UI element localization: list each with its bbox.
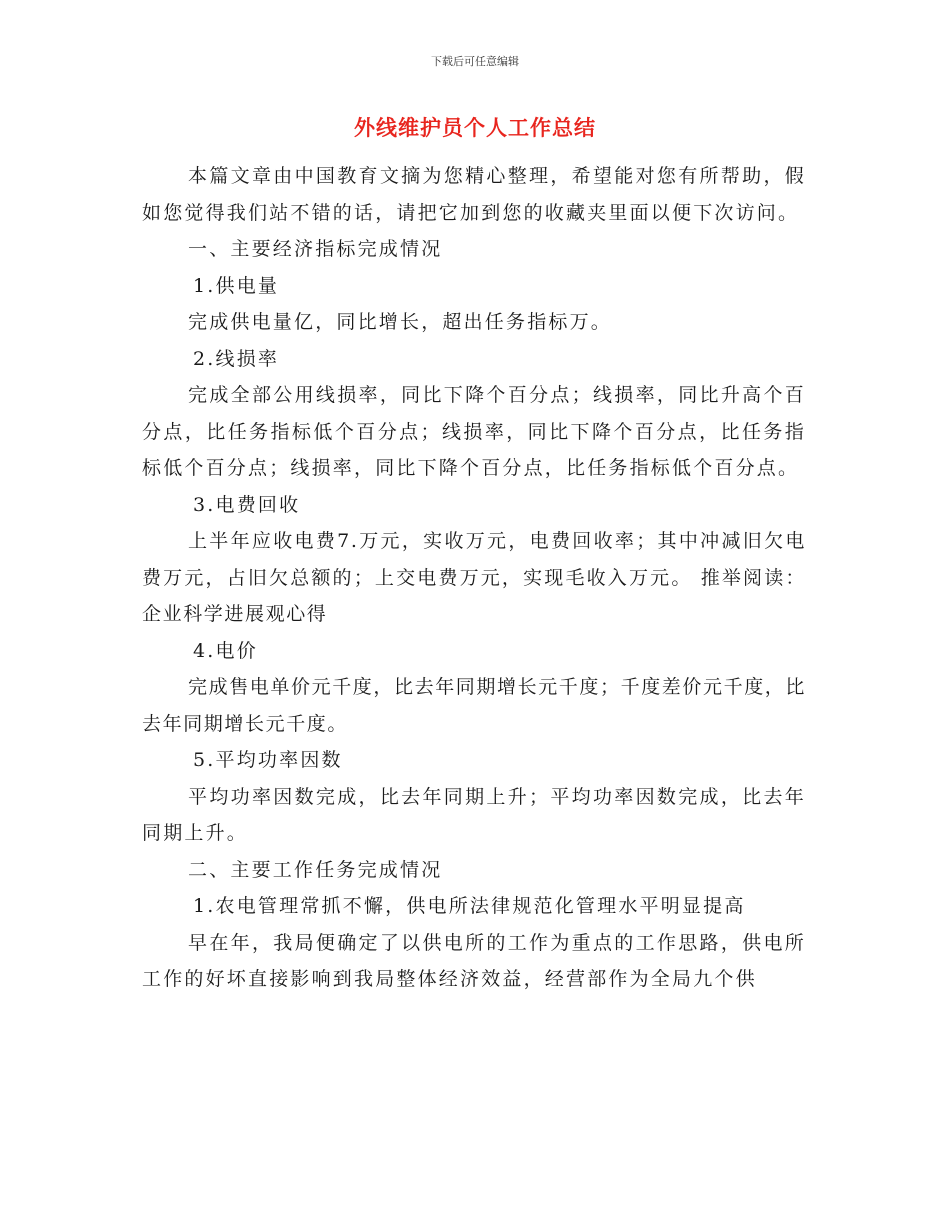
subheading-power-supply: 1.供电量 [193, 274, 280, 297]
section-heading-1: 一、主要经济指标完成情况 [188, 238, 443, 260]
subheading-price: 4.电价 [193, 639, 258, 662]
paragraph-price: 完成售电单价元千度，比去年同期增长元千度；千度差价元千度，比去年同期增长元千度。 [142, 676, 807, 735]
paragraph-fee-collection: 上半年应收电费7.万元，实收万元，电费回收率；其中冲减旧欠电费万元，占旧欠总额的；上交电费万元，实现毛收入万元。 推举阅读：企业科学进展观心得 [142, 530, 806, 625]
subheading-power-factor: 5.平均功率因数 [193, 749, 343, 771]
section-heading-2: 二、主要工作任务完成情况 [188, 858, 443, 881]
paragraph-rural-management: 早在年，我局便确定了以供电所的工作为重点的工作思路，供电所工作的好坏直接影响到我局整体经济效益，经营部作为全局九个供 [142, 931, 806, 990]
subheading-fee-collection: 3.电费回收 [193, 493, 301, 516]
paragraph-power-factor: 平均功率因数完成，比去年同期上升；平均功率因数完成，比去年同期上升。 [142, 785, 806, 844]
paragraph-power-supply: 完成供电量亿，同比增长，超出任务指标万。 [188, 311, 613, 333]
intro-paragraph: 本篇文章由中国教育文摘为您精心整理，希望能对您有所帮助，假如您觉得我们站不错的话，请把它加到您的收藏夹里面以便下次访问。 [142, 165, 806, 224]
document-title: 外线维护员个人工作总结 [354, 116, 596, 140]
header-note: 下载后可任意编辑 [431, 55, 519, 68]
paragraph-line-loss: 完成全部公用线损率，同比下降个百分点；线损率，同比升高个百分点，比任务指标低个百分点；线损率，同比下降个百分点，比任务指标低个百分点；线损率，同比下降个百分点，比任务指标低个百分点。 [142, 384, 806, 479]
subheading-line-loss: 2.线损率 [193, 347, 280, 370]
subheading-rural-management: 1.农电管理常抓不懈，供电所法律规范化管理水平明显提高 [193, 895, 746, 917]
document-body [142, 158, 806, 998]
